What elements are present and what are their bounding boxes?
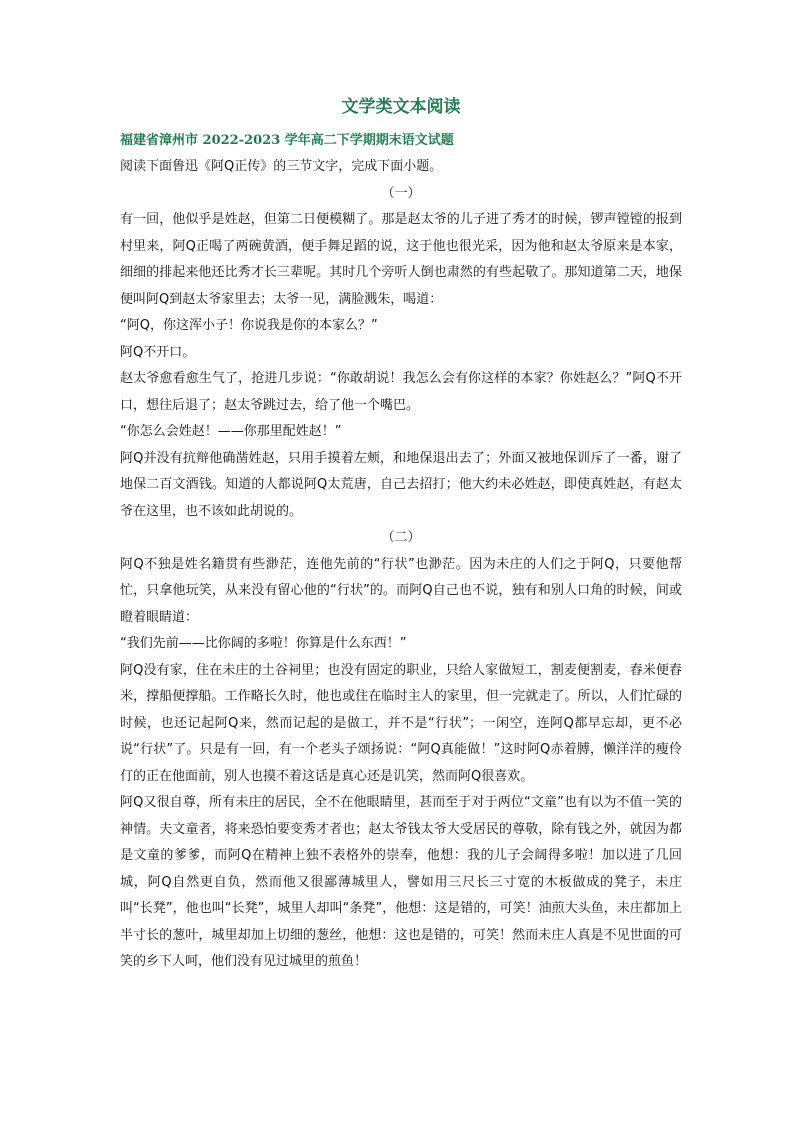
section-number-2: （二） [381,530,421,545]
paragraph: 阿Q没有家，住在未庄的土谷祠里；也没有固定的职业，只给人家做短工，割麦便割麦，舂米便舂米，撑船便撑船。工作略长久时，他也或住在临时主人的家里，但一完就走了。所以，人们忙碌的时候，也还记起阿Q来，然而记起的是做工，并不是“行状”；一闲空，连阿Q都早忘却，更不必说“行状”了。只是有一回，有一个老头子颂扬说：“阿Q真能做！”这时阿Q赤着膊，懒洋洋的瘦伶仃的正在他面前，别人也摸不着这话是真心还是讥笑，然而阿Q很喜欢。 [120,662,682,784]
quote-paragraph: “我们先前——比你阔的多啦！你算是什么东西！” [120,636,407,651]
document-title: 文学类文本阅读 [341,97,461,117]
paragraph: 阿Q不独是姓名籍贯有些渺茫，连他先前的“行状”也渺茫。因为未庄的人们之于阿Q，只要他帮忙，只拿他玩笑，从来没有留心他的“行状”的。而阿Q自己也不说，独有和别人口角的时候，间或瞪着眼睛道： [120,556,682,625]
quote-paragraph: “你怎么会姓赵！——你那里配姓赵！” [120,424,342,439]
paragraph: 赵太爷愈看愈生气了，抢进几步说：“你敢胡说！我怎么会有你这样的本家？你姓赵么？”阿Q不开口，想往后退了；赵太爷跳过去，给了他一个嘴巴。 [120,371,682,413]
paragraph: 有一回，他似乎是姓赵，但第二日便模糊了。那是赵太爷的儿子进了秀才的时候，锣声镗镗的报到村里来，阿Q正喝了两碗黄酒，便手舞足蹈的说，这于他也很光采，因为他和赵太爷原来是本家，细细的排起来他还比秀才长三辈呢。其时几个旁听人倒也肃然的有些起敬了。那知道第二天，地保便叫阿Q到赵太爷家里去；太爷一见，满脸溅朱，喝道： [120,212,682,307]
paragraph: 阿Q不开口。 [120,344,196,360]
section-number-1: （一） [381,185,421,201]
reading-instruction: 阅读下面鲁迅《阿Q正传》的三节文字，完成下面小题。 [120,159,443,174]
paragraph: 阿Q又很自尊，所有未庄的居民，全不在他眼睛里，甚而至于对于两位“文童”也有以为不值一笑的神情。夫文童者，将来恐怕要变秀才者也；赵太爷钱太爷大受居民的尊敬，除有钱之外，就因为都是文童的爹爹，而阿Q在精神上独不表格外的崇奉，他想：我的儿子会阔得多啦！加以进了几回城，阿Q自然更自负，然而他又很鄙薄城里人，譬如用三尺长三寸宽的木板做成的凳子，未庄叫“长凳”，他也叫“长凳”，城里人却叫“条凳”，他想：这是错的，可笑！油煎大头鱼，未庄都加上半寸长的葱叶，城里却加上切细的葱丝，他想：这也是错的，可笑！然而未庄人真是不见世面的可笑的乡下人呵，他们没有见过城里的煎鱼！ [120,795,682,969]
paragraph: 阿Q并没有抗辩他确凿姓赵，只用手摸着左颊，和地保退出去了；外面又被地保训斥了一番，谢了地保二百文酒钱。知道的人都说阿Q太荒唐，自己去招打；他大约未必姓赵，即使真姓赵，有赵太爷在这里，也不该如此胡说的。 [120,450,682,519]
document-page [120,92,682,976]
quote-paragraph: “阿Q，你这浑小子！你说我是你的本家么？” [120,318,378,333]
exam-source: 福建省漳州市 2022-2023 学年高二下学期期末语文试题 [120,133,454,148]
